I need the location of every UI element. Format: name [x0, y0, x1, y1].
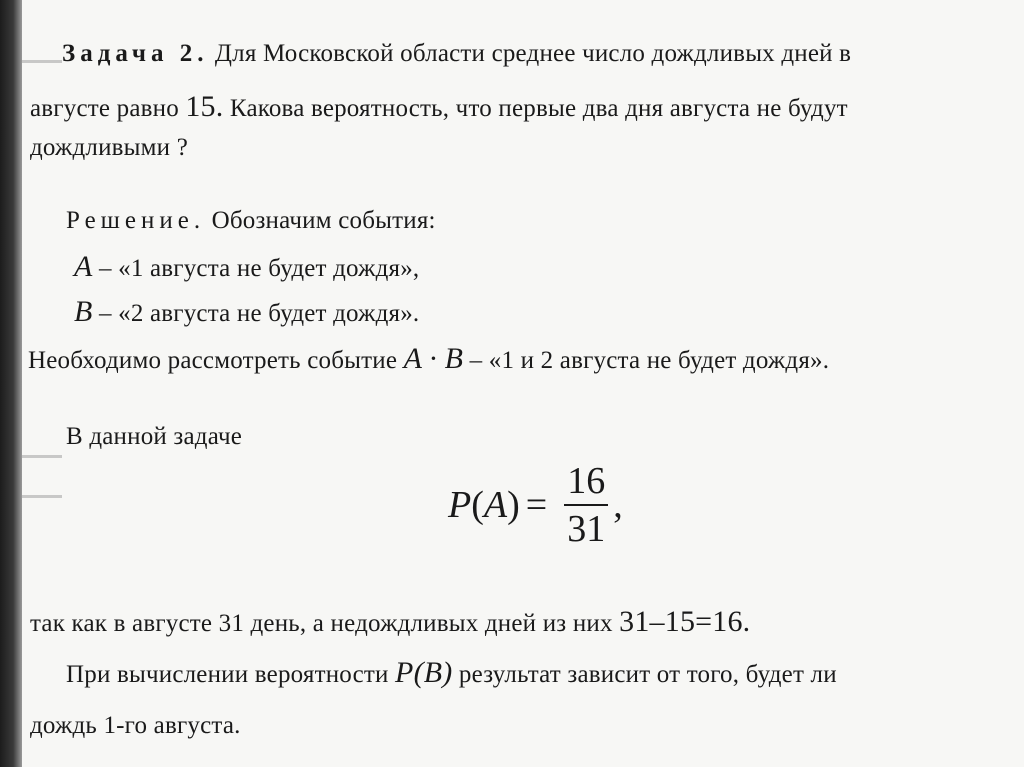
rainy-days-number: 15.: [185, 90, 224, 123]
event-b-text: – «2 августа не будет дождя».: [92, 300, 420, 327]
fraction: [563, 462, 609, 548]
scan-shadow-edge: [0, 0, 22, 767]
in-task-text: В данной задаче: [66, 423, 243, 450]
since-text: так как в августе 31 день, а недождливых дней из них: [30, 610, 620, 637]
formula-lhs: P(A): [448, 484, 520, 526]
in-task-line: [66, 423, 242, 451]
problem-label: Задача 2.: [62, 40, 209, 67]
solution-label: Решение.: [66, 207, 206, 234]
formula-fn: P: [448, 484, 472, 526]
last-line: [30, 712, 241, 740]
pb-text-start: При вычислении вероятности: [66, 661, 396, 688]
since-line: [30, 605, 750, 639]
event-a-symbol: A: [74, 250, 93, 283]
formula-trailing-comma: ,: [613, 484, 623, 526]
pb-expression: P(B): [395, 656, 453, 689]
formula-arg: A: [483, 484, 508, 526]
problem-line-2: [30, 90, 848, 124]
pb-line: [66, 656, 837, 690]
event-a-line: [74, 250, 419, 284]
problem-text-1: Для Московской области среднее число дождливых дней в: [214, 40, 852, 67]
product-event: A · B: [403, 342, 464, 375]
pb-text-end: результат зависит от того, будет ли: [452, 661, 837, 688]
scan-speck: [22, 495, 62, 498]
solution-intro: Обозначим события:: [205, 207, 436, 234]
solution-heading: [66, 207, 436, 235]
fraction-numerator: 16: [567, 460, 606, 502]
probability-formula: [448, 462, 623, 548]
problem-text-2a: августе равно: [30, 95, 186, 122]
consider-text-end: – «1 и 2 августа не будет дождя».: [463, 347, 830, 374]
last-line-text: дождь 1-го августа.: [30, 712, 241, 739]
event-b-symbol: B: [74, 295, 93, 328]
fraction-denominator: 31: [567, 508, 606, 550]
problem-line-1: [62, 40, 851, 68]
problem-text-3: дождливыми ?: [30, 134, 188, 161]
event-b-line: [74, 295, 419, 329]
consider-line: [28, 342, 829, 376]
consider-text-start: Необходимо рассмотреть событие: [28, 347, 404, 374]
since-calculation: 31–15=16.: [619, 605, 751, 638]
scan-speck: [22, 455, 62, 458]
equals-sign: =: [525, 484, 548, 526]
scan-speck: [22, 60, 62, 63]
problem-text-2b: Какова вероятность, что первые два дня августа не будут: [223, 95, 848, 122]
problem-line-3: [30, 134, 188, 162]
event-a-text: – «1 августа не будет дождя»,: [92, 255, 420, 282]
